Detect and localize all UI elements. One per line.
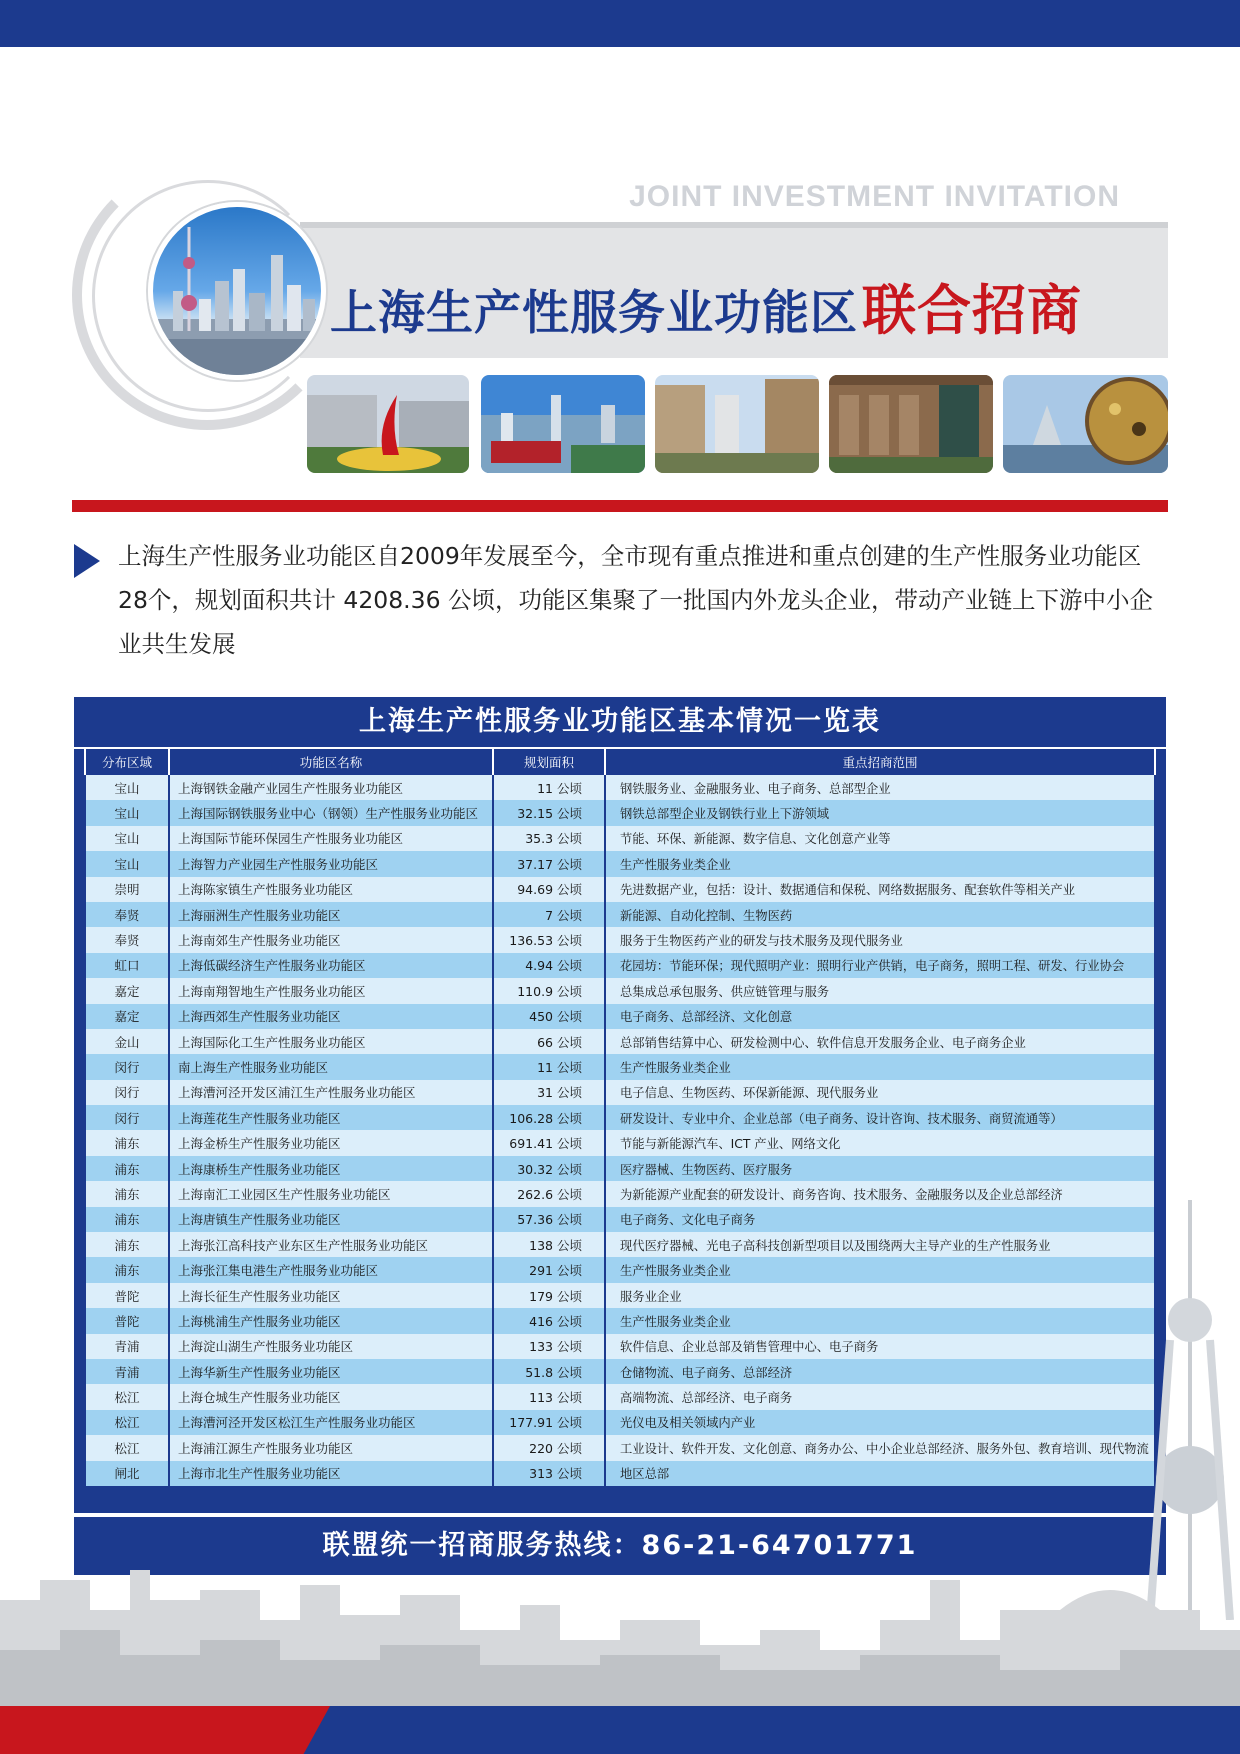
cell-zone-name: 上海浦江源生产性服务业功能区	[169, 1435, 493, 1460]
cell-investment-scope: 服务于生物医药产业的研发与技术服务及现代服务业	[605, 927, 1155, 952]
cell-district: 闵行	[85, 1105, 169, 1130]
cell-planned-area: 291 公顷	[493, 1257, 605, 1282]
cell-investment-scope: 总集成总承包服务、供应链管理与服务	[605, 978, 1155, 1003]
cell-investment-scope: 为新能源产业配套的研发设计、商务咨询、技术服务、金融服务以及企业总部经济	[605, 1181, 1155, 1206]
table-row	[85, 1156, 1155, 1181]
cell-planned-area: 4.94 公顷	[493, 953, 605, 978]
cell-planned-area: 110.9 公顷	[493, 978, 605, 1003]
header-investment-scope: 重点招商范围	[605, 749, 1155, 775]
cell-zone-name: 上海漕河泾开发区松江生产性服务业功能区	[169, 1410, 493, 1435]
cell-investment-scope: 节能与新能源汽车、ICT 产业、网络文化	[605, 1130, 1155, 1155]
cell-zone-name: 上海淀山湖生产性服务业功能区	[169, 1334, 493, 1359]
banner-subtitle-en: JOINT INVESTMENT INVITATION	[629, 180, 1120, 213]
red-divider	[72, 500, 1168, 512]
cell-zone-name: 上海金桥生产性服务业功能区	[169, 1130, 493, 1155]
cell-investment-scope: 现代医疗器械、光电子高科技创新型项目以及围绕两大主导产业的生产性服务业	[605, 1232, 1155, 1257]
table-row	[85, 826, 1155, 851]
cell-investment-scope: 总部销售结算中心、研发检测中心、软件信息开发服务企业、电子商务企业	[605, 1029, 1155, 1054]
cell-district: 浦东	[85, 1130, 169, 1155]
cell-planned-area: 177.91 公顷	[493, 1410, 605, 1435]
table-row	[85, 1384, 1155, 1409]
table-row	[85, 1257, 1155, 1282]
triangle-arrow-icon	[74, 544, 100, 578]
cell-investment-scope: 生产性服务业类企业	[605, 851, 1155, 876]
cell-planned-area: 450 公顷	[493, 1004, 605, 1029]
cell-planned-area: 66 公顷	[493, 1029, 605, 1054]
cell-investment-scope: 钢铁服务业、金融服务业、电子商务、总部型企业	[605, 775, 1155, 800]
table-row	[85, 1461, 1155, 1486]
table-title: 上海生产性服务业功能区基本情况一览表	[74, 697, 1166, 747]
cell-zone-name: 上海华新生产性服务业功能区	[169, 1359, 493, 1384]
cell-zone-name: 上海陈家镇生产性服务业功能区	[169, 877, 493, 902]
table-row	[85, 800, 1155, 825]
cell-district: 闵行	[85, 1080, 169, 1105]
cell-zone-name: 上海南汇工业园区生产性服务业功能区	[169, 1181, 493, 1206]
cell-district: 浦东	[85, 1181, 169, 1206]
cell-planned-area: 106.28 公顷	[493, 1105, 605, 1130]
cell-investment-scope: 电子商务、文化电子商务	[605, 1207, 1155, 1232]
cell-zone-name: 上海国际钢铁服务业中心（钢领）生产性服务业功能区	[169, 800, 493, 825]
main-title-text: 上海生产性服务业功能区	[330, 286, 858, 341]
cell-investment-scope: 电子信息、生物医药、环保新能源、现代服务业	[605, 1080, 1155, 1105]
cell-district: 青浦	[85, 1359, 169, 1384]
cell-planned-area: 30.32 公顷	[493, 1156, 605, 1181]
park-photo-2	[481, 375, 645, 473]
city-skyline-silhouette	[0, 1560, 1240, 1710]
cell-district: 浦东	[85, 1257, 169, 1282]
table-row	[85, 1181, 1155, 1206]
cell-zone-name: 上海张江集电港生产性服务业功能区	[169, 1257, 493, 1282]
table-row	[85, 1435, 1155, 1460]
table-row	[85, 877, 1155, 902]
table-row	[85, 1283, 1155, 1308]
cell-planned-area: 35.3 公顷	[493, 826, 605, 851]
cell-district: 闵行	[85, 1054, 169, 1079]
cell-investment-scope: 先进数据产业，包括：设计、数据通信和保税、网络数据服务、配套软件等相关产业	[605, 877, 1155, 902]
cell-zone-name: 上海漕河泾开发区浦江生产性服务业功能区	[169, 1080, 493, 1105]
cell-zone-name: 上海丽洲生产性服务业功能区	[169, 902, 493, 927]
cell-zone-name: 上海仓城生产性服务业功能区	[169, 1384, 493, 1409]
header-district: 分布区域	[85, 749, 169, 775]
cell-district: 松江	[85, 1410, 169, 1435]
table-row	[85, 1232, 1155, 1257]
park-photo-1	[307, 375, 469, 473]
cell-planned-area: 11 公顷	[493, 775, 605, 800]
park-photo-5	[1003, 375, 1168, 473]
table-row	[85, 1359, 1155, 1384]
cell-zone-name: 上海张江高科技产业东区生产性服务业功能区	[169, 1232, 493, 1257]
cell-district: 宝山	[85, 800, 169, 825]
cell-investment-scope: 医疗器械、生物医药、医疗服务	[605, 1156, 1155, 1181]
cell-investment-scope: 生产性服务业类企业	[605, 1308, 1155, 1333]
cell-planned-area: 113 公顷	[493, 1384, 605, 1409]
cell-district: 崇明	[85, 877, 169, 902]
cell-planned-area: 11 公顷	[493, 1054, 605, 1079]
cell-zone-name: 上海钢铁金融产业园生产性服务业功能区	[169, 775, 493, 800]
table-row	[85, 775, 1155, 800]
cell-district: 松江	[85, 1384, 169, 1409]
cell-investment-scope: 软件信息、企业总部及销售管理中心、电子商务	[605, 1334, 1155, 1359]
cell-planned-area: 37.17 公顷	[493, 851, 605, 876]
table-row	[85, 1029, 1155, 1054]
table-row	[85, 1080, 1155, 1105]
cell-district: 普陀	[85, 1308, 169, 1333]
cell-zone-name: 上海南郊生产性服务业功能区	[169, 927, 493, 952]
table-row	[85, 1308, 1155, 1333]
cell-planned-area: 57.36 公顷	[493, 1207, 605, 1232]
cell-planned-area: 416 公顷	[493, 1308, 605, 1333]
cell-zone-name: 上海长征生产性服务业功能区	[169, 1283, 493, 1308]
table-row	[85, 978, 1155, 1003]
cell-investment-scope: 工业设计、软件开发、文化创意、商务办公、中小企业总部经济、服务外包、教育培训、现代物流	[605, 1435, 1155, 1460]
cell-planned-area: 94.69 公顷	[493, 877, 605, 902]
shanghai-skyline-photo	[148, 202, 326, 380]
cell-planned-area: 262.6 公顷	[493, 1181, 605, 1206]
intro-paragraph: 上海生产性服务业功能区自2009年发展至今，全市现有重点推进和重点创建的生产性服务业功能区28个，规划面积共计 4208.36 公顷，功能区集聚了一批国内外龙头企业，带动产业链上下游中小企业共生发展	[118, 542, 1154, 658]
cell-zone-name: 上海康桥生产性服务业功能区	[169, 1156, 493, 1181]
cell-district: 奉贤	[85, 902, 169, 927]
cell-planned-area: 179 公顷	[493, 1283, 605, 1308]
cell-investment-scope: 服务业企业	[605, 1283, 1155, 1308]
main-title-highlight: 联合招商	[862, 279, 1082, 342]
cell-planned-area: 313 公顷	[493, 1461, 605, 1486]
cell-investment-scope: 仓储物流、电子商务、总部经济	[605, 1359, 1155, 1384]
table-row	[85, 1054, 1155, 1079]
pearl-tower-silhouette	[1140, 1200, 1240, 1620]
cell-investment-scope: 生产性服务业类企业	[605, 1054, 1155, 1079]
table-row	[85, 902, 1155, 927]
hotline-banner: 联盟统一招商服务热线：86-21-64701771	[74, 1517, 1166, 1575]
cell-zone-name: 南上海生产性服务业功能区	[169, 1054, 493, 1079]
cell-investment-scope: 地区总部	[605, 1461, 1155, 1486]
cell-investment-scope: 钢铁总部型企业及钢铁行业上下游领域	[605, 800, 1155, 825]
cell-district: 青浦	[85, 1334, 169, 1359]
table-row	[85, 953, 1155, 978]
table-row	[85, 851, 1155, 876]
cell-planned-area: 31 公顷	[493, 1080, 605, 1105]
title-band-line	[300, 222, 1168, 228]
main-title	[330, 268, 1082, 345]
cell-zone-name: 上海唐镇生产性服务业功能区	[169, 1207, 493, 1232]
cell-zone-name: 上海国际化工生产性服务业功能区	[169, 1029, 493, 1054]
cell-investment-scope: 新能源、自动化控制、生物医药	[605, 902, 1155, 927]
district-table	[84, 749, 1156, 1486]
district-table-wrapper	[74, 749, 1166, 1513]
cell-investment-scope: 电子商务、总部经济、文化创意	[605, 1004, 1155, 1029]
header-zone-name: 功能区名称	[169, 749, 493, 775]
cell-district: 浦东	[85, 1232, 169, 1257]
cell-district: 松江	[85, 1435, 169, 1460]
cell-planned-area: 138 公顷	[493, 1232, 605, 1257]
table-row	[85, 1207, 1155, 1232]
cell-planned-area: 7 公顷	[493, 902, 605, 927]
cell-district: 宝山	[85, 851, 169, 876]
cell-district: 嘉定	[85, 978, 169, 1003]
cell-district: 嘉定	[85, 1004, 169, 1029]
cell-planned-area: 691.41 公顷	[493, 1130, 605, 1155]
top-blue-bar	[0, 0, 1240, 47]
cell-investment-scope: 研发设计、专业中介、企业总部（电子商务、设计咨询、技术服务、商贸流通等）	[605, 1105, 1155, 1130]
table-header-row	[85, 749, 1155, 775]
cell-zone-name: 上海西郊生产性服务业功能区	[169, 1004, 493, 1029]
cell-district: 奉贤	[85, 927, 169, 952]
cell-planned-area: 133 公顷	[493, 1334, 605, 1359]
park-photo-4	[829, 375, 993, 473]
cell-district: 浦东	[85, 1207, 169, 1232]
park-photo-3	[655, 375, 819, 473]
cell-planned-area: 51.8 公顷	[493, 1359, 605, 1384]
cell-zone-name: 上海智力产业园生产性服务业功能区	[169, 851, 493, 876]
cell-district: 宝山	[85, 775, 169, 800]
cell-investment-scope: 节能、环保、新能源、数字信息、文化创意产业等	[605, 826, 1155, 851]
table-row	[85, 1410, 1155, 1435]
cell-investment-scope: 生产性服务业类企业	[605, 1257, 1155, 1282]
cell-district: 浦东	[85, 1156, 169, 1181]
table-row	[85, 1004, 1155, 1029]
cell-investment-scope: 高端物流、总部经济、电子商务	[605, 1384, 1155, 1409]
cell-district: 闸北	[85, 1461, 169, 1486]
cell-district: 宝山	[85, 826, 169, 851]
cell-zone-name: 上海莲花生产性服务业功能区	[169, 1105, 493, 1130]
cell-zone-name: 上海桃浦生产性服务业功能区	[169, 1308, 493, 1333]
cell-zone-name: 上海南翔智地生产性服务业功能区	[169, 978, 493, 1003]
cell-district: 虹口	[85, 953, 169, 978]
header-planned-area: 规划面积	[493, 749, 605, 775]
table-row	[85, 1334, 1155, 1359]
cell-planned-area: 220 公顷	[493, 1435, 605, 1460]
table-row	[85, 927, 1155, 952]
table-row	[85, 1130, 1155, 1155]
table-row	[85, 1105, 1155, 1130]
footer-red-accent	[0, 1706, 330, 1754]
cell-investment-scope: 花园坊：节能环保；现代照明产业：照明行业产供销，电子商务，照明工程、研发、行业协会	[605, 953, 1155, 978]
cell-investment-scope: 光仪电及相关领域内产业	[605, 1410, 1155, 1435]
cell-district: 金山	[85, 1029, 169, 1054]
cell-zone-name: 上海市北生产性服务业功能区	[169, 1461, 493, 1486]
cell-planned-area: 136.53 公顷	[493, 927, 605, 952]
cell-district: 普陀	[85, 1283, 169, 1308]
cell-zone-name: 上海低碳经济生产性服务业功能区	[169, 953, 493, 978]
cell-zone-name: 上海国际节能环保园生产性服务业功能区	[169, 826, 493, 851]
cell-planned-area: 32.15 公顷	[493, 800, 605, 825]
